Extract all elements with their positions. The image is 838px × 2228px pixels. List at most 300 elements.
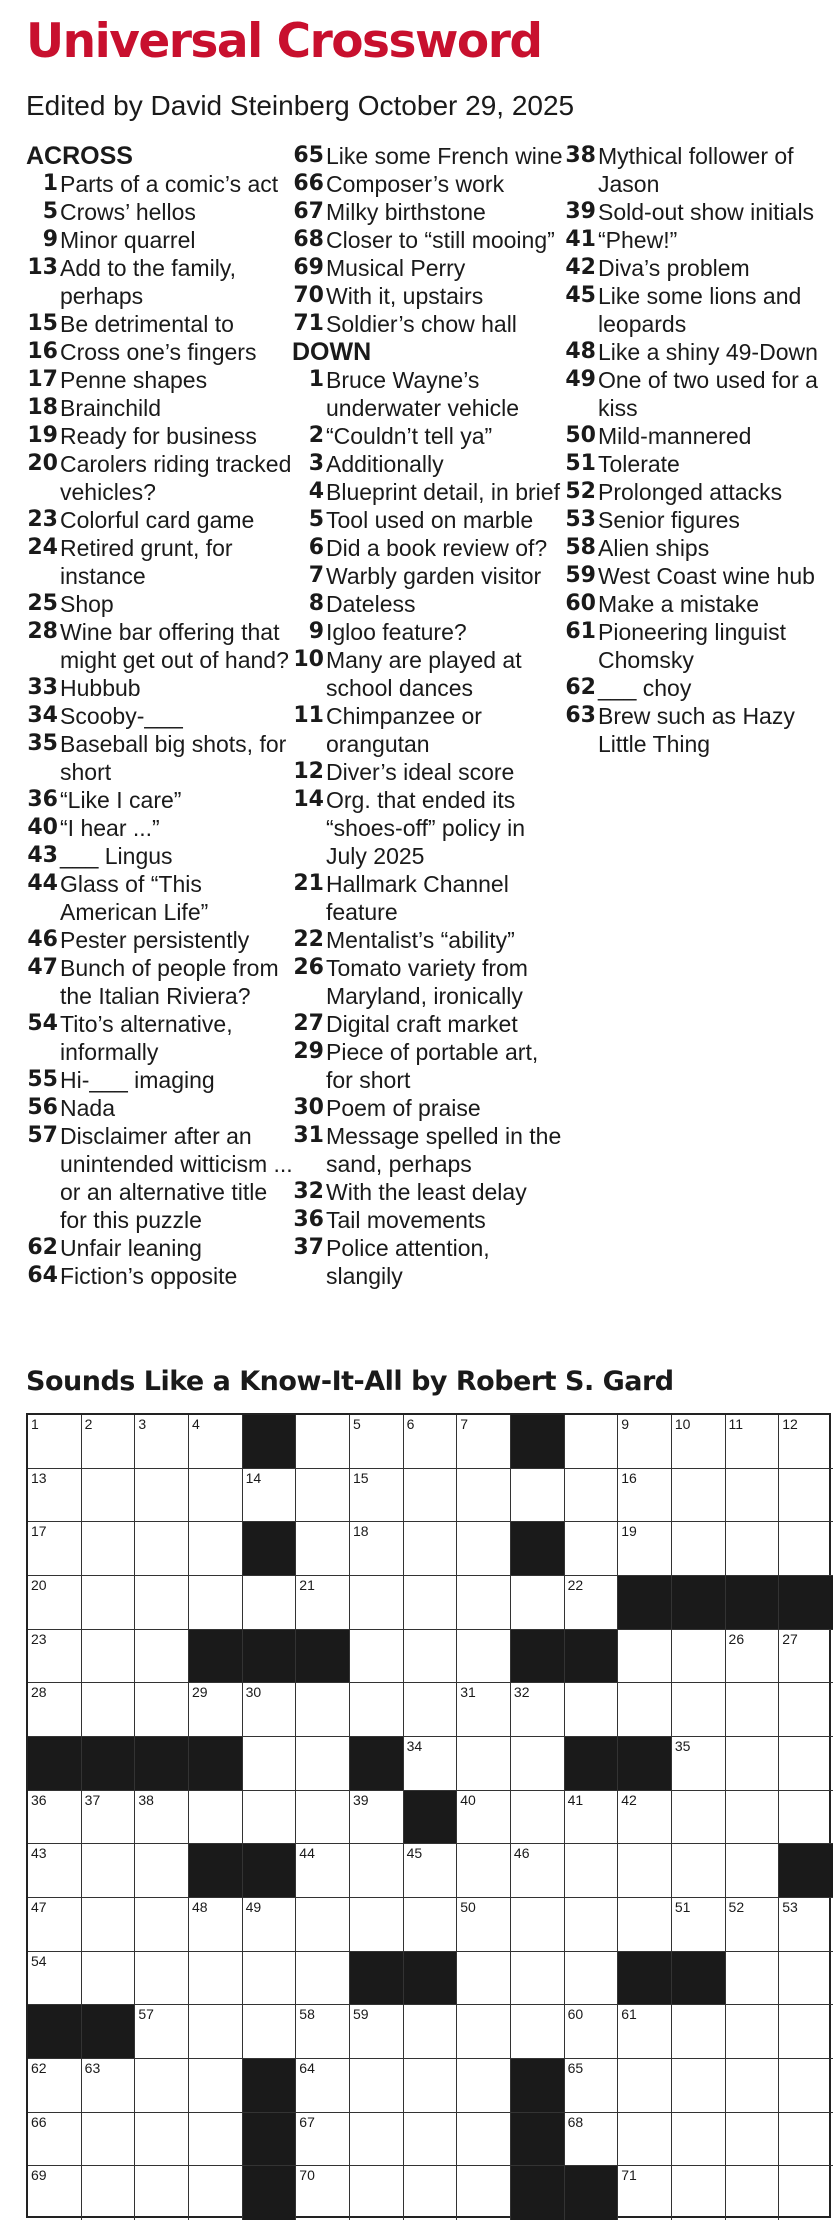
down-clue[interactable]: [292, 1206, 567, 1234]
down-clue[interactable]: [292, 1094, 567, 1122]
grid-cell[interactable]: [82, 1630, 136, 1684]
grid-cell[interactable]: [726, 1737, 780, 1791]
grid-cell[interactable]: [350, 1844, 404, 1898]
across-clue[interactable]: [26, 926, 298, 954]
across-clue[interactable]: [26, 226, 298, 254]
across-clue[interactable]: [26, 814, 298, 842]
down-clue[interactable]: [292, 422, 567, 450]
across-clue[interactable]: [26, 338, 298, 366]
grid-cell[interactable]: [135, 2005, 189, 2059]
across-clue[interactable]: [26, 170, 298, 198]
grid-cell[interactable]: [296, 1844, 350, 1898]
grid-cell[interactable]: [296, 2166, 350, 2220]
down-clue[interactable]: [292, 870, 567, 926]
grid-cell[interactable]: [28, 1683, 82, 1737]
grid-cell[interactable]: [618, 1630, 672, 1684]
grid-cell[interactable]: [672, 1630, 726, 1684]
grid-cell[interactable]: [457, 1522, 511, 1576]
cell-number: 66: [31, 2113, 47, 2130]
grid-cell[interactable]: [28, 2059, 82, 2113]
grid-cell[interactable]: [82, 2113, 136, 2167]
grid-cell[interactable]: [243, 1898, 297, 1952]
grid-cell[interactable]: [404, 2113, 458, 2167]
down-clue[interactable]: [564, 590, 834, 618]
grid-cell[interactable]: [82, 1415, 136, 1469]
grid-cell[interactable]: [457, 2059, 511, 2113]
across-clue[interactable]: [26, 422, 298, 450]
grid-cell[interactable]: [565, 1469, 619, 1523]
grid-cell[interactable]: [350, 1576, 404, 1630]
grid-cell[interactable]: [189, 1522, 243, 1576]
grid-cell[interactable]: [726, 2113, 780, 2167]
across-clue[interactable]: [26, 842, 298, 870]
grid-cell[interactable]: [82, 1683, 136, 1737]
grid-cell[interactable]: [618, 1844, 672, 1898]
grid-cell[interactable]: [618, 1415, 672, 1469]
across-clue[interactable]: [26, 730, 298, 786]
grid-cell[interactable]: [565, 2113, 619, 2167]
down-clue[interactable]: [292, 926, 567, 954]
grid-cell[interactable]: [296, 1952, 350, 2006]
clue-text: “Phew!”: [598, 227, 678, 253]
grid-cell[interactable]: [457, 1415, 511, 1469]
grid-cell[interactable]: [296, 1898, 350, 1952]
grid-cell[interactable]: [457, 1898, 511, 1952]
grid-cell[interactable]: [28, 1630, 82, 1684]
grid-cell[interactable]: [726, 1683, 780, 1737]
clue-text: Composer’s work: [326, 171, 505, 197]
grid-cell[interactable]: [404, 1469, 458, 1523]
across-clue[interactable]: [26, 534, 298, 590]
grid-cell[interactable]: [350, 1522, 404, 1576]
grid-cell[interactable]: [618, 2113, 672, 2167]
grid-cell[interactable]: [457, 1683, 511, 1737]
grid-cell[interactable]: [618, 1791, 672, 1845]
grid-cell[interactable]: [457, 2166, 511, 2220]
grid-cell[interactable]: [672, 2166, 726, 2220]
grid-cell[interactable]: [779, 1791, 833, 1845]
across-clue[interactable]: [26, 702, 298, 730]
grid-cell[interactable]: [779, 2005, 833, 2059]
black-square: [511, 2059, 565, 2113]
grid-cell[interactable]: [457, 1576, 511, 1630]
grid-cell[interactable]: [404, 1522, 458, 1576]
down-clue[interactable]: [292, 450, 567, 478]
grid-cell[interactable]: [82, 1469, 136, 1523]
grid-cell[interactable]: [565, 2005, 619, 2059]
cell-number: 65: [567, 2059, 584, 2076]
grid-cell[interactable]: [296, 1469, 350, 1523]
grid-cell[interactable]: [511, 1469, 565, 1523]
grid-cell[interactable]: [618, 1469, 672, 1523]
down-clue[interactable]: [564, 562, 834, 590]
down-clue[interactable]: [292, 646, 567, 702]
grid-cell[interactable]: [28, 2113, 82, 2167]
grid-cell[interactable]: [457, 1469, 511, 1523]
black-square: [82, 2005, 136, 2059]
grid-cell[interactable]: [672, 1791, 726, 1845]
grid-cell[interactable]: [350, 1469, 404, 1523]
grid-cell[interactable]: [511, 1791, 565, 1845]
grid-cell[interactable]: [135, 1844, 189, 1898]
across-clue[interactable]: [26, 366, 298, 394]
across-clue[interactable]: [26, 954, 298, 1010]
grid-cell[interactable]: [779, 1469, 833, 1523]
grid-cell[interactable]: [82, 1791, 136, 1845]
clue-number: 5: [42, 199, 58, 224]
grid-cell[interactable]: [243, 1737, 297, 1791]
grid-cell[interactable]: [350, 2166, 404, 2220]
down-clue[interactable]: [292, 366, 567, 422]
down-clue[interactable]: [564, 506, 834, 534]
grid-cell[interactable]: [296, 1737, 350, 1791]
grid-cell[interactable]: [404, 1630, 458, 1684]
grid-cell[interactable]: [189, 1952, 243, 2006]
clue-number: 32: [293, 1179, 324, 1204]
grid-cell[interactable]: [618, 2059, 672, 2113]
down-clue[interactable]: [292, 1178, 567, 1206]
grid-cell[interactable]: [618, 1522, 672, 1576]
grid-cell[interactable]: [404, 1737, 458, 1791]
grid-cell[interactable]: [28, 1522, 82, 1576]
grid-cell[interactable]: [189, 1576, 243, 1630]
grid-cell[interactable]: [726, 1630, 780, 1684]
grid-cell[interactable]: [135, 1630, 189, 1684]
clue-text: West Coast wine hub: [598, 563, 815, 589]
page-title: Universal Crossword: [26, 14, 542, 69]
grid-cell[interactable]: [511, 1576, 565, 1630]
black-square: [511, 1522, 565, 1576]
grid-cell[interactable]: [189, 1683, 243, 1737]
clue-text: Hallmark Channel feature: [326, 871, 509, 925]
grid-cell[interactable]: [779, 1683, 833, 1737]
grid-cell[interactable]: [135, 2113, 189, 2167]
grid-cell[interactable]: [28, 1952, 82, 2006]
down-clue[interactable]: [292, 786, 567, 870]
down-clue[interactable]: [292, 1122, 567, 1178]
grid-cell[interactable]: [82, 1522, 136, 1576]
grid-cell[interactable]: [672, 1415, 726, 1469]
grid-cell[interactable]: [779, 2113, 833, 2167]
down-clue[interactable]: [564, 226, 834, 254]
across-clue[interactable]: [292, 310, 567, 338]
clue-text: With the least delay: [326, 1179, 527, 1205]
grid-cell[interactable]: [243, 1683, 297, 1737]
grid-cell[interactable]: [189, 1469, 243, 1523]
grid-cell[interactable]: [511, 1683, 565, 1737]
grid-cell[interactable]: [457, 2113, 511, 2167]
clue-text: Wine bar offering that might get out of hand?: [60, 619, 289, 673]
grid-cell[interactable]: [82, 1952, 136, 2006]
grid-cell[interactable]: [296, 1683, 350, 1737]
grid-cell[interactable]: [404, 2005, 458, 2059]
down-clue[interactable]: [564, 282, 834, 338]
down-clue[interactable]: [292, 702, 567, 758]
black-square: [726, 1576, 780, 1630]
grid-cell[interactable]: [135, 1576, 189, 1630]
grid-cell[interactable]: [28, 2166, 82, 2220]
grid-cell[interactable]: [511, 2005, 565, 2059]
grid-cell[interactable]: [135, 1952, 189, 2006]
grid-cell[interactable]: [672, 1844, 726, 1898]
across-clue[interactable]: [26, 254, 298, 310]
grid-cell[interactable]: [135, 1791, 189, 1845]
grid-cell[interactable]: [350, 1898, 404, 1952]
grid-cell[interactable]: [350, 1683, 404, 1737]
grid-cell[interactable]: [135, 1683, 189, 1737]
grid-cell[interactable]: [511, 1898, 565, 1952]
across-clue[interactable]: [292, 226, 567, 254]
grid-cell[interactable]: [243, 1469, 297, 1523]
down-clue[interactable]: [292, 954, 567, 1010]
down-clue[interactable]: [292, 1038, 567, 1094]
grid-cell[interactable]: [28, 1415, 82, 1469]
grid-cell[interactable]: [511, 1952, 565, 2006]
grid-cell[interactable]: [243, 1791, 297, 1845]
clue-number: 44: [27, 871, 58, 896]
grid-cell[interactable]: [511, 1844, 565, 1898]
down-clue[interactable]: [564, 422, 834, 450]
grid-cell[interactable]: [82, 1898, 136, 1952]
clue-number: 36: [27, 787, 58, 812]
grid-cell[interactable]: [565, 1683, 619, 1737]
grid-cell[interactable]: [82, 2166, 136, 2220]
across-clue[interactable]: [26, 1122, 298, 1234]
grid-cell[interactable]: [779, 1952, 833, 2006]
grid-cell[interactable]: [726, 1415, 780, 1469]
grid-cell[interactable]: [672, 1898, 726, 1952]
grid-cell[interactable]: [779, 1415, 833, 1469]
across-clue[interactable]: [26, 618, 298, 674]
grid-cell[interactable]: [243, 1952, 297, 2006]
across-clue[interactable]: [26, 310, 298, 338]
grid-cell[interactable]: [135, 1469, 189, 1523]
down-clue[interactable]: [564, 142, 834, 198]
grid-cell[interactable]: [350, 1791, 404, 1845]
grid-cell[interactable]: [189, 2166, 243, 2220]
grid-cell[interactable]: [296, 2005, 350, 2059]
clue-number: 38: [565, 143, 596, 168]
down-clue[interactable]: [564, 450, 834, 478]
grid-cell[interactable]: [779, 1898, 833, 1952]
clue-text: Scooby-___: [60, 703, 183, 729]
grid-cell[interactable]: [457, 2005, 511, 2059]
across-clue[interactable]: [26, 1262, 298, 1290]
grid-cell[interactable]: [189, 2005, 243, 2059]
down-clue[interactable]: [292, 478, 567, 506]
grid-cell[interactable]: [296, 1415, 350, 1469]
grid-cell[interactable]: [565, 1576, 619, 1630]
grid-cell[interactable]: [28, 1791, 82, 1845]
grid-cell[interactable]: [726, 1791, 780, 1845]
clue-number: 23: [27, 507, 58, 532]
grid-cell[interactable]: [28, 1576, 82, 1630]
clue-number: 10: [293, 647, 324, 672]
down-clue[interactable]: [564, 254, 834, 282]
across-clue[interactable]: [26, 786, 298, 814]
across-clue[interactable]: [26, 394, 298, 422]
clue-number: 26: [293, 955, 324, 980]
grid-cell[interactable]: [726, 1952, 780, 2006]
grid-cell[interactable]: [618, 2005, 672, 2059]
grid-cell[interactable]: [189, 1415, 243, 1469]
down-heading: DOWN: [292, 338, 372, 366]
grid-cell[interactable]: [457, 1791, 511, 1845]
across-clue[interactable]: [26, 870, 298, 926]
grid-cell[interactable]: [779, 1737, 833, 1791]
down-clue[interactable]: [292, 1010, 567, 1038]
grid-cell[interactable]: [404, 1576, 458, 1630]
grid-cell[interactable]: [672, 2113, 726, 2167]
grid-cell[interactable]: [672, 1683, 726, 1737]
grid-cell[interactable]: [296, 1791, 350, 1845]
across-clue[interactable]: [26, 1094, 298, 1122]
grid-cell[interactable]: [404, 1415, 458, 1469]
cell-number: 13: [31, 1469, 47, 1486]
grid-cell[interactable]: [135, 1898, 189, 1952]
grid-cell[interactable]: [457, 1630, 511, 1684]
across-clue[interactable]: [26, 590, 298, 618]
down-clue[interactable]: [292, 590, 567, 618]
grid-cell[interactable]: [672, 1522, 726, 1576]
grid-cell[interactable]: [618, 1898, 672, 1952]
grid-cell[interactable]: [350, 2059, 404, 2113]
grid-cell[interactable]: [350, 2005, 404, 2059]
grid-cell[interactable]: [457, 1952, 511, 2006]
clue-text: Tito’s alternative, informally: [60, 1011, 233, 1065]
clue-number: 71: [293, 311, 324, 336]
down-clue[interactable]: [292, 534, 567, 562]
grid-cell[interactable]: [779, 2166, 833, 2220]
grid-cell[interactable]: [726, 2166, 780, 2220]
grid-cell[interactable]: [135, 2166, 189, 2220]
across-clue[interactable]: [292, 282, 567, 310]
clue-number: 16: [27, 339, 58, 364]
grid-cell[interactable]: [350, 1630, 404, 1684]
grid-cell[interactable]: [404, 2166, 458, 2220]
grid-cell[interactable]: [779, 1522, 833, 1576]
down-clue[interactable]: [292, 562, 567, 590]
across-clue[interactable]: [292, 142, 567, 170]
across-clue[interactable]: [26, 1066, 298, 1094]
across-clue[interactable]: [26, 450, 298, 506]
down-clue[interactable]: [564, 198, 834, 226]
down-clue[interactable]: [292, 1234, 567, 1290]
grid-cell[interactable]: [135, 1415, 189, 1469]
grid-cell[interactable]: [189, 1898, 243, 1952]
across-clue[interactable]: [26, 1234, 298, 1262]
across-clue[interactable]: [26, 1010, 298, 1066]
down-clue[interactable]: [292, 506, 567, 534]
black-square: [511, 1630, 565, 1684]
black-square: [779, 1844, 833, 1898]
grid-cell[interactable]: [565, 1522, 619, 1576]
down-clue[interactable]: [292, 758, 567, 786]
grid-cell[interactable]: [296, 2113, 350, 2167]
grid-cell[interactable]: [135, 1522, 189, 1576]
grid-cell[interactable]: [726, 1522, 780, 1576]
across-clue[interactable]: [26, 198, 298, 226]
grid-cell[interactable]: [82, 2059, 136, 2113]
across-clue[interactable]: [292, 198, 567, 226]
grid-cell[interactable]: [404, 1844, 458, 1898]
across-clue[interactable]: [26, 674, 298, 702]
across-clue[interactable]: [292, 170, 567, 198]
grid-cell[interactable]: [672, 2059, 726, 2113]
down-clue[interactable]: [292, 618, 567, 646]
grid-cell[interactable]: [726, 1844, 780, 1898]
grid-cell[interactable]: [457, 1737, 511, 1791]
grid-cell[interactable]: [296, 1576, 350, 1630]
grid-cell[interactable]: [618, 2166, 672, 2220]
grid-cell[interactable]: [672, 1469, 726, 1523]
clue-text: Add to the family, perhaps: [60, 255, 236, 309]
down-clue[interactable]: [564, 702, 834, 758]
down-clue[interactable]: [564, 338, 834, 366]
down-clue[interactable]: [564, 618, 834, 674]
grid-cell[interactable]: [726, 2005, 780, 2059]
grid-cell[interactable]: [189, 2113, 243, 2167]
grid-cell[interactable]: [672, 1737, 726, 1791]
down-clue[interactable]: [564, 534, 834, 562]
down-clue[interactable]: [564, 478, 834, 506]
grid-cell[interactable]: [565, 2059, 619, 2113]
grid-cell[interactable]: [404, 1898, 458, 1952]
grid-cell[interactable]: [779, 2059, 833, 2113]
grid-cell[interactable]: [296, 2059, 350, 2113]
black-square: [28, 2005, 82, 2059]
grid-cell[interactable]: [779, 1630, 833, 1684]
grid-cell[interactable]: [672, 2005, 726, 2059]
grid-cell[interactable]: [350, 1415, 404, 1469]
grid-cell[interactable]: [404, 1683, 458, 1737]
clue-text: Shop: [60, 591, 114, 617]
cell-number: 30: [245, 1684, 262, 1701]
cell-number: 36: [31, 1791, 47, 1808]
grid-cell[interactable]: [350, 2113, 404, 2167]
grid-cell[interactable]: [82, 1844, 136, 1898]
grid-cell[interactable]: [189, 1791, 243, 1845]
grid-cell[interactable]: [726, 2059, 780, 2113]
grid-cell[interactable]: [618, 1683, 672, 1737]
grid-cell[interactable]: [565, 1844, 619, 1898]
grid-cell[interactable]: [28, 1844, 82, 1898]
across-clue[interactable]: [292, 254, 567, 282]
grid-cell[interactable]: [189, 2059, 243, 2113]
clue-text: Tolerate: [598, 451, 680, 477]
grid-cell[interactable]: [135, 2059, 189, 2113]
grid-cell[interactable]: [28, 1469, 82, 1523]
grid-cell[interactable]: [726, 1469, 780, 1523]
grid-cell[interactable]: [28, 1898, 82, 1952]
grid-cell[interactable]: [296, 1522, 350, 1576]
down-clue[interactable]: [564, 366, 834, 422]
grid-cell[interactable]: [404, 2059, 458, 2113]
grid-cell[interactable]: [243, 1576, 297, 1630]
across-heading: ACROSS: [26, 142, 133, 170]
grid-cell[interactable]: [565, 1415, 619, 1469]
grid-cell[interactable]: [511, 1737, 565, 1791]
grid-cell[interactable]: [726, 1898, 780, 1952]
grid-cell[interactable]: [457, 1844, 511, 1898]
grid-cell[interactable]: [243, 2005, 297, 2059]
grid-cell[interactable]: [82, 1576, 136, 1630]
grid-cell[interactable]: [565, 1952, 619, 2006]
grid-cell[interactable]: [565, 1898, 619, 1952]
down-clue[interactable]: [564, 674, 834, 702]
across-clue[interactable]: [26, 506, 298, 534]
grid-cell[interactable]: [565, 1791, 619, 1845]
